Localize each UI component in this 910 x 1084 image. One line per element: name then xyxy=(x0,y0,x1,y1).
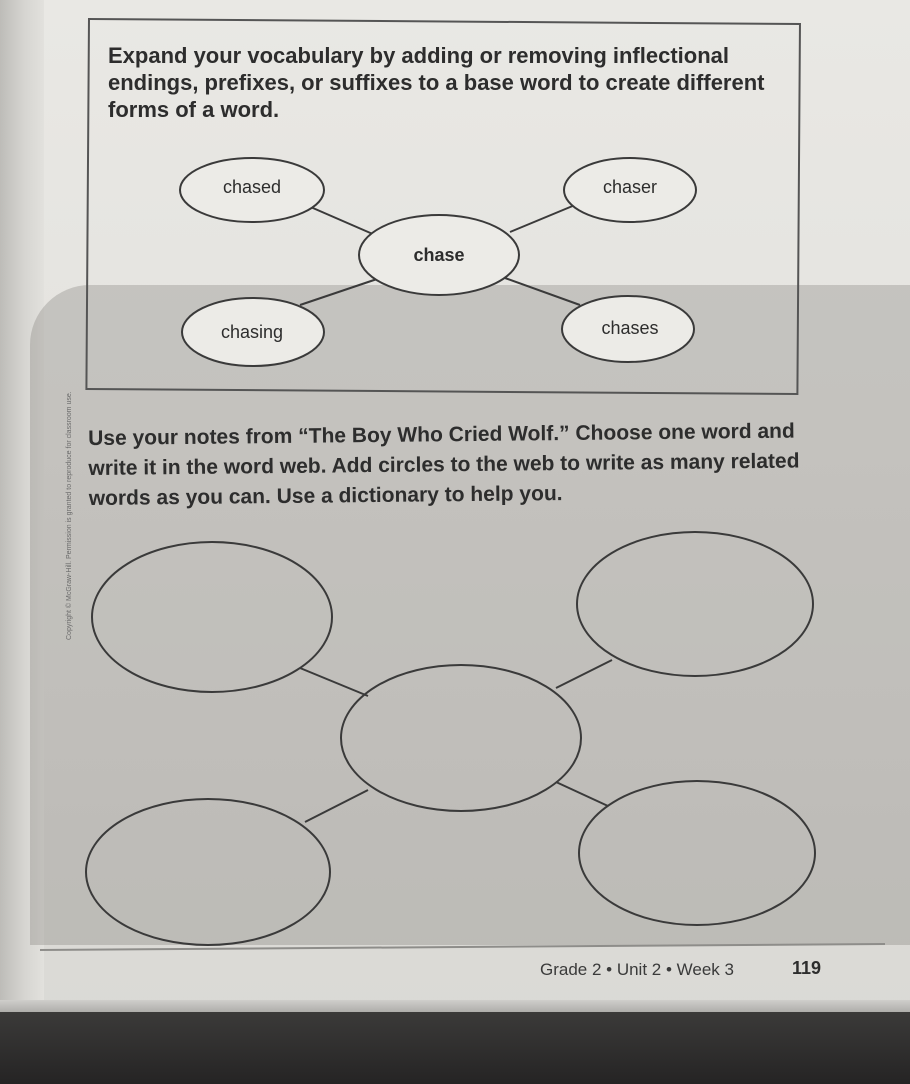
blank-oval-bottom-right[interactable] xyxy=(579,781,815,925)
example-word-center: chase xyxy=(413,245,465,265)
connector-line xyxy=(556,782,608,806)
example-word-bottom-left: chasing xyxy=(220,322,284,342)
blank-oval-top-right[interactable] xyxy=(577,532,813,676)
page-number: 119 xyxy=(792,958,822,978)
footer-label: Grade 2 • Unit 2 • Week 3 xyxy=(540,960,734,979)
instruction-top: Expand your vocabulary by adding or removing inflectional endings, prefixes, or suffixes to a base word to create different forms of a word. xyxy=(108,43,765,122)
connector-line xyxy=(300,278,380,305)
connector-line xyxy=(505,278,580,305)
example-word-top-left: chased xyxy=(222,177,282,197)
connector-line xyxy=(556,660,612,688)
example-word-bottom-right: chases xyxy=(601,318,659,338)
blank-oval-center[interactable] xyxy=(341,665,581,811)
connector-line xyxy=(305,790,368,822)
connector-line xyxy=(510,205,575,232)
copyright-notice: Copyright © McGraw-Hill. Permission is granted to reproduce for classroom use. xyxy=(66,391,73,640)
blank-word-web xyxy=(86,532,815,945)
connector-line xyxy=(300,668,368,696)
blank-oval-bottom-left[interactable] xyxy=(86,799,330,945)
connector-line xyxy=(306,205,375,235)
blank-oval-top-left[interactable] xyxy=(92,542,332,692)
example-word-top-right: chaser xyxy=(602,177,658,197)
table-surface xyxy=(0,1012,910,1084)
instruction-bottom: Use your notes from “The Boy Who Cried Wolf.” Choose one word and write it in the word web. Add circles to the web to write as many related words as you can. Use a dictionary to help you. xyxy=(88,419,800,510)
